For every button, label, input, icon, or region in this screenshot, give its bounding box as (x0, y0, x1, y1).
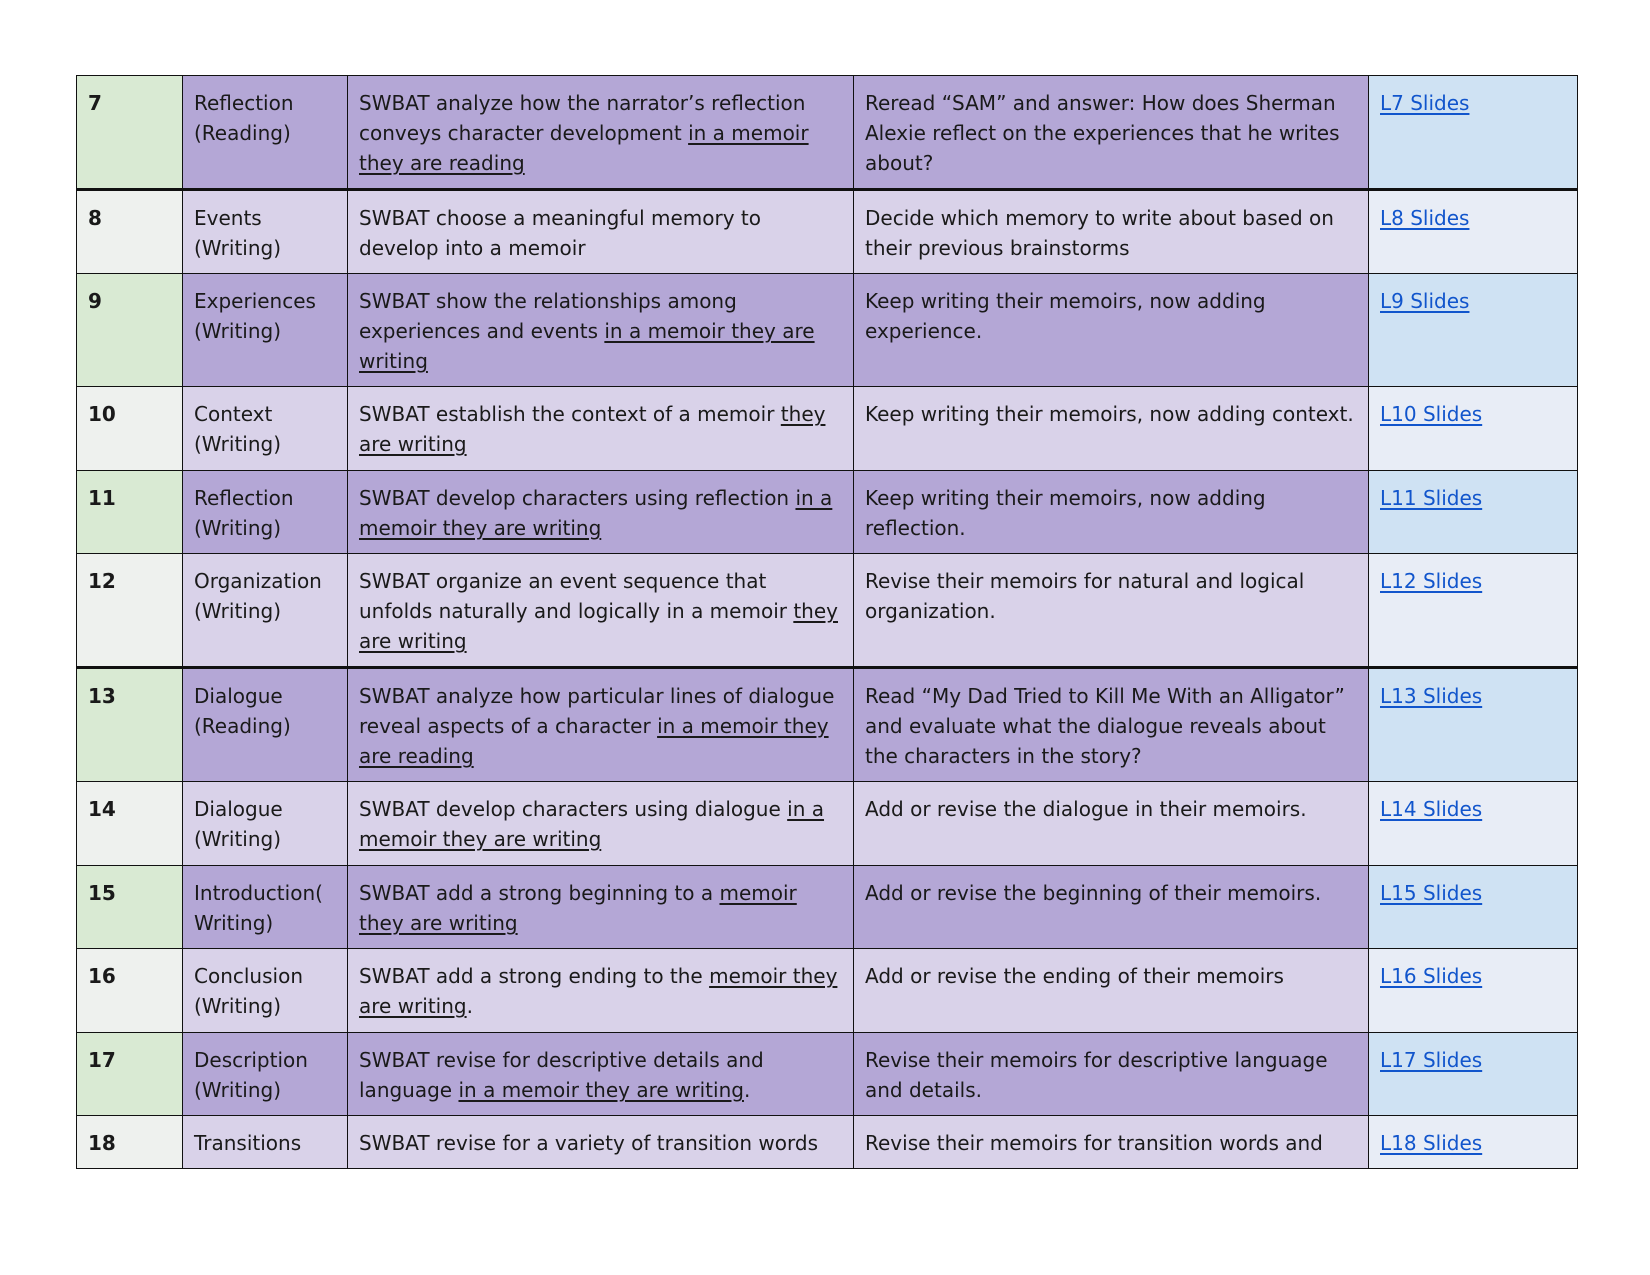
lesson-topic: Dialogue (Writing) (183, 782, 348, 866)
slides-cell (1369, 782, 1578, 866)
lesson-objective (348, 782, 854, 866)
lesson-topic: Organization (Writing) (183, 554, 348, 668)
slides-cell (1369, 190, 1578, 274)
slides-cell (1369, 1116, 1578, 1169)
objective-text: SWBAT choose a meaningful memory to develop into a memoir (359, 206, 762, 260)
objective-underlined: they are writing (359, 599, 838, 653)
lesson-topic: Dialogue (Reading) (183, 668, 348, 782)
objective-text: SWBAT organize an event sequence that unfolds naturally and logically in a memoir (359, 569, 794, 623)
slides-cell (1369, 471, 1578, 554)
lesson-objective (348, 554, 854, 668)
lesson-objective (348, 1116, 854, 1169)
objective-text: SWBAT analyze how particular lines of dialogue reveal aspects of a character (359, 684, 835, 738)
lesson-objective (348, 949, 854, 1033)
lesson-activity: Keep writing their memoirs, now adding reflection. (854, 471, 1369, 554)
table-row (77, 668, 1578, 782)
lesson-number: 12 (77, 554, 183, 668)
slides-cell (1369, 387, 1578, 471)
lesson-objective (348, 190, 854, 274)
lesson-objective (348, 1033, 854, 1116)
slides-link[interactable]: L8 Slides (1380, 206, 1470, 230)
lesson-topic: Introduction( Writing) (183, 866, 348, 949)
lesson-activity: Add or revise the dialogue in their memoirs. (854, 782, 1369, 866)
lesson-activity: Reread “SAM” and answer: How does Sherman Alexie reflect on the experiences that he writes about? (854, 76, 1369, 190)
lesson-activity: Revise their memoirs for descriptive language and details. (854, 1033, 1369, 1116)
lesson-objective (348, 866, 854, 949)
lesson-objective (348, 471, 854, 554)
objective-text: SWBAT establish the context of a memoir (359, 402, 781, 426)
objective-underlined: in a memoir they are writing (458, 1078, 744, 1102)
objective-underlined: in a memoir they are reading (359, 121, 809, 175)
objective-end: . (466, 994, 473, 1018)
objective-text: SWBAT develop characters using dialogue (359, 797, 788, 821)
lesson-number: 9 (77, 274, 183, 387)
slides-cell (1369, 949, 1578, 1033)
table-row (77, 471, 1578, 554)
table-row (77, 866, 1578, 949)
objective-underlined: in a memoir they are writing (359, 797, 825, 851)
lesson-activity: Add or revise the ending of their memoirs (854, 949, 1369, 1033)
objective-underlined: memoir they are writing (359, 964, 838, 1018)
objective-text: SWBAT show the relationships among experiences and events (359, 289, 737, 343)
slides-link[interactable]: L16 Slides (1380, 964, 1483, 988)
slides-link[interactable]: L17 Slides (1380, 1048, 1483, 1072)
objective-underlined: in a memoir they are writing (359, 486, 833, 540)
slides-link[interactable]: L18 Slides (1380, 1131, 1483, 1155)
table-row (77, 782, 1578, 866)
table-row (77, 949, 1578, 1033)
lesson-activity: Revise their memoirs for natural and logical organization. (854, 554, 1369, 668)
lesson-topic: Description (Writing) (183, 1033, 348, 1116)
lesson-objective (348, 76, 854, 190)
lesson-number: 15 (77, 866, 183, 949)
objective-text: SWBAT add a strong ending to the (359, 964, 710, 988)
lesson-activity: Add or revise the beginning of their memoirs. (854, 866, 1369, 949)
table-row (77, 554, 1578, 668)
objective-underlined: in a memoir they are writing (359, 319, 815, 373)
objective-underlined: memoir they are writing (359, 881, 797, 935)
table-row (77, 387, 1578, 471)
lesson-objective (348, 274, 854, 387)
table-row (77, 1033, 1578, 1116)
slides-link[interactable]: L13 Slides (1380, 684, 1483, 708)
slides-link[interactable]: L7 Slides (1380, 91, 1470, 115)
slides-cell (1369, 1033, 1578, 1116)
table-row (77, 1116, 1578, 1169)
lesson-activity: Revise their memoirs for transition words and (854, 1116, 1369, 1169)
lesson-topic: Transitions (183, 1116, 348, 1169)
lesson-topic: Conclusion (Writing) (183, 949, 348, 1033)
slides-cell (1369, 554, 1578, 668)
slides-link[interactable]: L15 Slides (1380, 881, 1483, 905)
lesson-number: 18 (77, 1116, 183, 1169)
slides-link[interactable]: L9 Slides (1380, 289, 1470, 313)
objective-underlined: in a memoir they are reading (359, 714, 829, 768)
lesson-number: 11 (77, 471, 183, 554)
slides-cell (1369, 668, 1578, 782)
lesson-topic: Reflection (Reading) (183, 76, 348, 190)
lesson-number: 10 (77, 387, 183, 471)
slides-cell (1369, 76, 1578, 190)
objective-text: SWBAT develop characters using reflection (359, 486, 796, 510)
table-row (77, 274, 1578, 387)
lesson-activity: Decide which memory to write about based on their previous brainstorms (854, 190, 1369, 274)
slides-link[interactable]: L14 Slides (1380, 797, 1483, 821)
slides-link[interactable]: L12 Slides (1380, 569, 1483, 593)
lesson-topic: Events (Writing) (183, 190, 348, 274)
slides-cell (1369, 866, 1578, 949)
lesson-activity: Read “My Dad Tried to Kill Me With an Alligator” and evaluate what the dialogue reveals about the characters in the story? (854, 668, 1369, 782)
slides-cell (1369, 274, 1578, 387)
objective-text: SWBAT revise for descriptive details and language (359, 1048, 764, 1102)
slides-link[interactable]: L10 Slides (1380, 402, 1483, 426)
objective-end: . (743, 1078, 751, 1102)
lesson-number: 16 (77, 949, 183, 1033)
objective-text: SWBAT add a strong beginning to a (359, 881, 720, 905)
lesson-number: 14 (77, 782, 183, 866)
objective-text: SWBAT analyze how the narrator’s reflection conveys character development (359, 91, 806, 145)
lesson-number: 13 (77, 668, 183, 782)
lesson-plan-table (76, 75, 1578, 1169)
objective-underlined: they are writing (359, 402, 826, 456)
lesson-activity: Keep writing their memoirs, now adding experience. (854, 274, 1369, 387)
table-row (77, 76, 1578, 190)
lesson-objective (348, 668, 854, 782)
slides-link[interactable]: L11 Slides (1380, 486, 1483, 510)
lesson-topic: Context (Writing) (183, 387, 348, 471)
lesson-number: 8 (77, 190, 183, 274)
lesson-number: 7 (77, 76, 183, 190)
table-row (77, 190, 1578, 274)
lesson-activity: Keep writing their memoirs, now adding context. (854, 387, 1369, 471)
objective-text: SWBAT revise for a variety of transition words (359, 1131, 818, 1155)
lesson-number: 17 (77, 1033, 183, 1116)
lesson-topic: Experiences (Writing) (183, 274, 348, 387)
lesson-objective (348, 387, 854, 471)
lesson-topic: Reflection (Writing) (183, 471, 348, 554)
